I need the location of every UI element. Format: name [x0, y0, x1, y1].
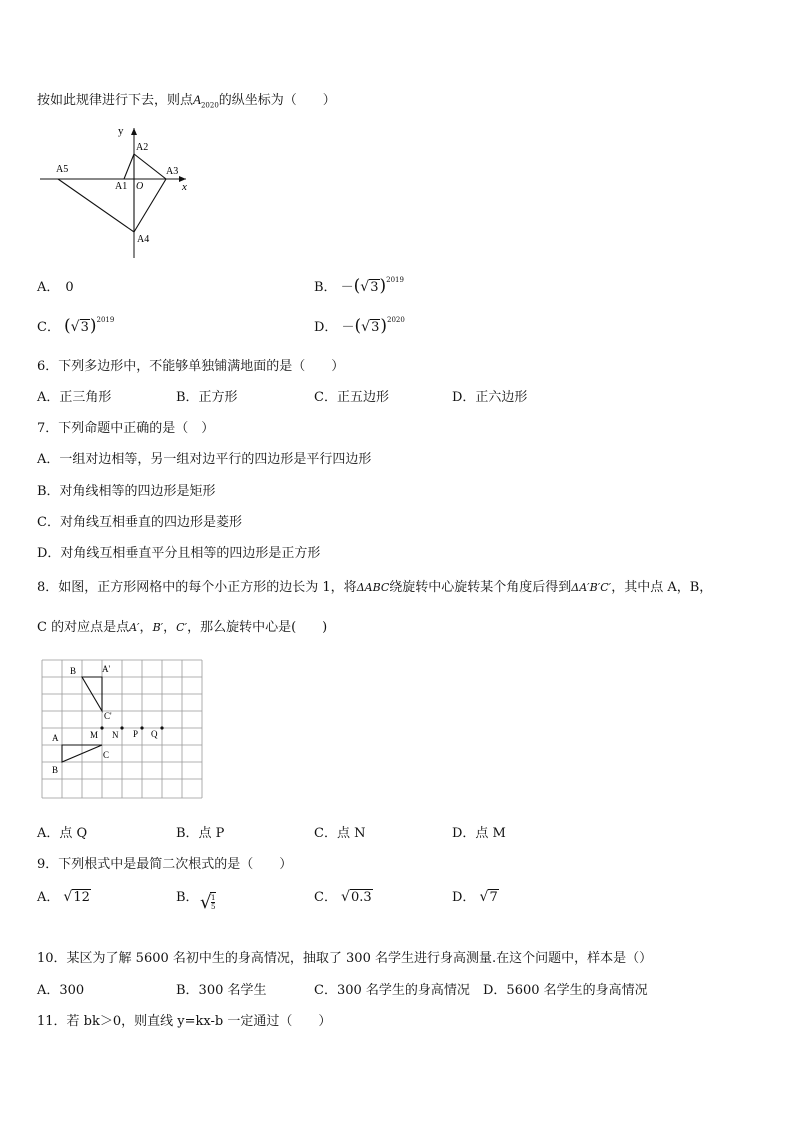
q10-option-b[interactable]: B．300 名学生: [176, 983, 267, 998]
stem-text: ，其中点 A，B，: [611, 580, 713, 595]
q6-option-a[interactable]: A．正三角形: [37, 390, 112, 405]
paren: ): [89, 316, 97, 336]
question-5-stem: [37, 89, 336, 110]
q6-option-b[interactable]: B．正方形: [176, 390, 238, 405]
q10-option-a[interactable]: A．300: [37, 983, 85, 998]
option-letter: C．: [314, 890, 337, 905]
point-n: [120, 726, 123, 729]
label-x: x: [182, 181, 187, 193]
question-7-stem: 7．下列命题中正确的是（ ）: [37, 421, 215, 436]
stem-text: 绕旋转中心旋转某个角度后得到: [389, 580, 572, 595]
q7-option-a[interactable]: A．一组对边相等，另一组对边平行的四边形是平行四边形: [37, 452, 372, 467]
radicand: 3: [370, 280, 379, 295]
sqrt-symbol: [71, 320, 90, 335]
exponent: 2019: [386, 275, 404, 284]
grid-figure: [40, 656, 204, 802]
separator: ，: [139, 620, 153, 635]
option-b[interactable]: [314, 276, 404, 296]
label-a3: A3: [166, 166, 179, 177]
option-letter: D．: [452, 890, 476, 905]
sqrt-symbol: [479, 890, 498, 905]
paren: ): [379, 276, 387, 296]
sqrt-symbol: [63, 890, 91, 905]
point-symbol: A: [193, 92, 201, 107]
radicand: 7: [489, 890, 498, 905]
label-c-prime: C': [104, 711, 112, 721]
option-a[interactable]: [37, 276, 74, 295]
separator: ，: [163, 620, 177, 635]
label-a5: A5: [56, 164, 69, 175]
paren: (: [353, 276, 361, 296]
radicand: 3: [80, 320, 89, 335]
option-letter: B．: [314, 280, 337, 295]
label-y: y: [118, 125, 124, 137]
sqrt-symbol: [360, 280, 379, 295]
label-c: C: [103, 750, 110, 760]
label-a: A: [52, 733, 59, 743]
radicand: 3: [371, 320, 380, 335]
paren: (: [63, 316, 71, 336]
label-m: M: [90, 730, 99, 740]
option-d[interactable]: [314, 316, 405, 336]
stem-text: 按如此规律进行下去，则点: [37, 93, 194, 108]
spiral-path: [58, 154, 166, 232]
minus-sign: －: [341, 320, 355, 335]
stem-text: C 的对应点是点: [37, 620, 130, 635]
question-8-stem-line2: [37, 616, 327, 635]
radicand: 12: [73, 890, 90, 905]
q10-option-c[interactable]: C．300 名学生的身高情况: [314, 983, 470, 998]
q10-option-d[interactable]: D．5600 名学生的身高情况: [483, 983, 648, 998]
point-p: [140, 726, 143, 729]
q7-option-c[interactable]: C．对角线互相垂直的四边形是菱形: [37, 515, 242, 530]
q7-option-b[interactable]: B．对角线相等的四边形是矩形: [37, 484, 216, 499]
triangle-abc: ΔABC: [356, 581, 390, 594]
triangle-abc-prime: ΔA′B′C′: [571, 581, 612, 594]
question-8-stem: [37, 576, 712, 595]
option-text: 0: [65, 280, 74, 295]
radicand: 0.3: [350, 890, 372, 905]
option-letter: A．: [37, 280, 60, 295]
label-a4: A4: [137, 234, 150, 245]
numerator: 1: [211, 894, 216, 902]
sqrt-symbol: √: [200, 892, 212, 913]
exponent: 2020: [387, 315, 405, 324]
point-q: [160, 726, 163, 729]
q8-option-c[interactable]: C．点 N: [314, 826, 366, 841]
label-origin: O: [136, 181, 144, 192]
sqrt-symbol: [341, 890, 373, 905]
q6-option-d[interactable]: D．正六边形: [452, 390, 528, 405]
stem-text: 8．如图，正方形网格中的每个小正方形的边长为 1，将: [37, 580, 357, 595]
label-b-prime: B: [70, 666, 77, 676]
point-a-prime: A′: [129, 621, 140, 634]
point-m: [100, 726, 103, 729]
label-n: N: [112, 730, 119, 740]
coordinate-figure: [38, 122, 198, 262]
question-11-stem: 11．若 bk＞0，则直线 y=kx-b 一定通过（ ）: [37, 1014, 332, 1029]
q6-option-c[interactable]: C．正五边形: [314, 390, 389, 405]
label-a1: A1: [115, 181, 128, 192]
label-p: P: [133, 729, 139, 739]
option-c[interactable]: [37, 316, 114, 336]
question-9-stem: 9．下列根式中是最简二次根式的是（ ）: [37, 857, 293, 872]
q9-option-d[interactable]: [452, 886, 499, 905]
point-b-prime: B′: [152, 621, 164, 634]
q8-option-d[interactable]: D．点 M: [452, 826, 506, 841]
question-10-stem: 10．某区为了解 5600 名初中生的身高情况，抽取了 300 名学生进行身高测量.在这个问题中，样本是（）: [37, 951, 653, 966]
fraction: [210, 892, 216, 911]
exponent: 2019: [96, 315, 115, 324]
label-q: Q: [151, 729, 158, 739]
option-letter: C．: [37, 320, 60, 335]
denominator: 5: [211, 903, 216, 911]
minus-sign: －: [340, 280, 354, 295]
q7-option-d[interactable]: D．对角线互相垂直平分且相等的四边形是正方形: [37, 546, 321, 561]
point-c-prime: C′: [176, 621, 188, 634]
option-letter: D．: [314, 320, 338, 335]
q8-option-b[interactable]: B．点 P: [176, 826, 225, 841]
option-letter: B．: [176, 890, 199, 905]
paren: ): [380, 316, 388, 336]
question-6-stem: 6．下列多边形中，不能够单独铺满地面的是（ ）: [37, 359, 345, 374]
sqrt-symbol: [361, 320, 380, 335]
q9-option-c[interactable]: [314, 886, 373, 905]
label-a2: A2: [136, 142, 149, 153]
option-letter: A．: [37, 890, 60, 905]
q9-option-b[interactable]: [176, 886, 216, 913]
y-axis-arrow: [131, 128, 137, 135]
stem-text-suffix: 的纵坐标为（ ）: [218, 93, 336, 108]
label-b: B: [52, 765, 59, 775]
paren: (: [354, 316, 362, 336]
stem-text: ，那么旋转中心是( ): [187, 620, 328, 635]
q9-option-a[interactable]: [37, 886, 91, 905]
label-a-prime: A': [102, 664, 111, 674]
point-subscript: 2020: [200, 101, 219, 110]
q8-option-a[interactable]: A．点 Q: [37, 826, 88, 841]
